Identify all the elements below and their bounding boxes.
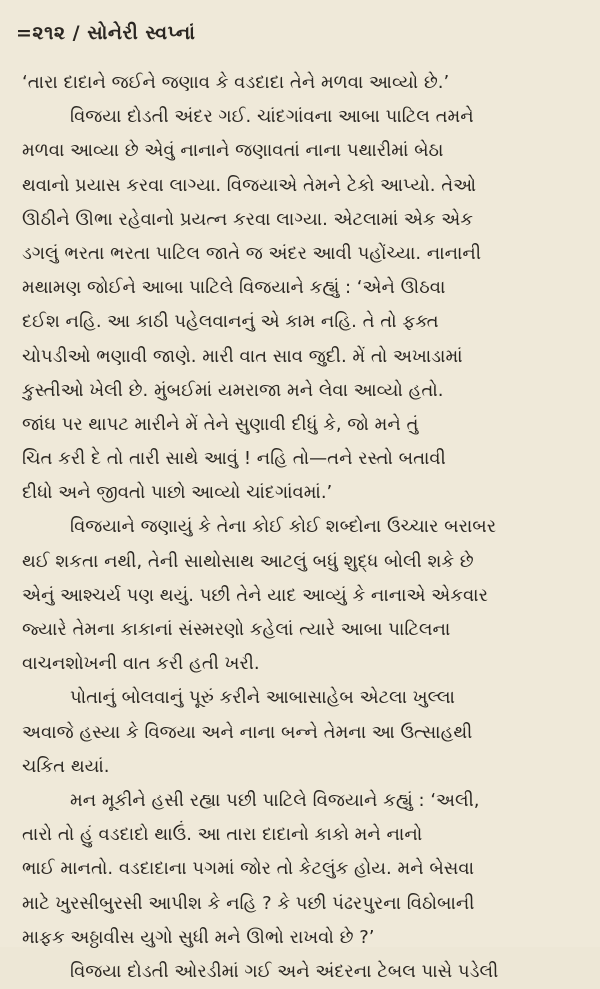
text-line: ચકિત થયાં. [22,755,110,777]
text-line: તારો તો હું વડદાદો થાઉં. આ તારા દાદાનો કાકો મને નાનો [22,824,423,846]
text-line: થવાનો પ્રયાસ કરવા લાગ્યા. વિજયાએ તેમને ટેકો આપ્યો. તેઓ [22,174,477,196]
body-text [22,66,578,989]
text-line: એનું આશ્ચર્ય પણ થયું. પછી તેને યાદ આવ્યું કે નાનાએ એકવાર [22,584,488,606]
text-line: ‘તારા દાદાને જઈને જણાવ કે વડદાદા તેને મળવા આવ્યો છે.’ [22,72,450,93]
text-line: પોતાનું બોલવાનું પૂરું કરીને આબાસાહેબ એટલા ખુલ્લા [70,687,455,709]
text-line: માફક અઠ્ઠાવીસ યુગો સુધી મને ઊભો રાખવો છે ?’ [22,926,375,948]
text-line: અવાજે હસ્યા કે વિજયા અને નાના બન્ને તેમના આ ઉત્સાહથી [22,721,473,743]
text-line: વિજયા દોડતી અંદર ગઈ. ચાંદગાંવના આબા પાટિલ તમને [70,106,474,128]
text-line: મન મૂકીને હસી રહ્યા પછી પાટિલે વિજયાને કહ્યું : ‘અલી, [70,789,480,811]
text-line: મળવા આવ્યા છે એવું નાનાને જણાવતાં નાના પથારીમાં બેઠા [22,140,444,162]
text-line: જ્યારે તેમના કાકાનાં સંસ્મરણો કહેલાં ત્યારે આબા પાટિલના [22,619,451,640]
text-line: ચિત કરી દે તો તારી સાથે આવું ! નહિ તો—તને રસ્તો બતાવી [22,448,446,470]
page-header: =૨૧૨ / સોનેરી સ્વપ્નાં [16,22,196,44]
text-line: મથામણ જોઈને આબા પાટિલે વિજયાને કહ્યું : ‘એને ઊઠવા [22,277,446,299]
text-line: દીધો અને જીવતો પાછો આવ્યો ચાંદગાંવમાં.’ [22,482,333,504]
text-line: કુસ્તીઓ ખેલી છે. મુંબઈમાં યમરાજા મને લેવા આવ્યો હતો. [22,379,444,401]
text-line: ચોપડીઓ ભણાવી જાણે. મારી વાત સાવ જુદી. મેં તો અખાડામાં [22,345,463,367]
text-line: માટે ખુરસીબુરસી આપીશ કે નહિ ? કે પછી પંઢરપુરના વિઠોબાની [22,892,475,914]
text-line: જાંઘ પર થાપટ મારીને મેં તેને સુણાવી દીધું કે, જો મને તું [22,413,419,435]
text-line: ઊઠીને ઊભા રહેવાનો પ્રયત્ન કરવા લાગ્યા. એટલામાં એક એક [22,208,473,230]
text-line: ભાઈ માનતો. વડદાદાના પગમાં જોર તો કેટલુંક હોય. મને બેસવા [22,858,474,880]
text-line: વિજયાને જણાયું કે તેના કોઈ કોઈ શબ્દોના ઉચ્ચાર બરાબર [70,516,497,538]
text-line: ડગલું ભરતા ભરતા પાટિલ જાતે જ અંદર આવી પહોંચ્યા. નાનાની [22,242,481,264]
text-line: વિજયા દોડતી ઓરડીમાં ગઈ અને અંદરના ટેબલ પાસે પડેલી [70,960,499,982]
text-line: વાચનશોખની વાત કરી હતી ખરી. [22,653,260,675]
text-line: દઈશ નહિ. આ કાઠી પહેલવાનનું એ કામ નહિ. તે તો ફક્ત [22,311,439,333]
text-line: થઈ શકતા નથી, તેની સાથોસાથ આટલું બધું શુદ્ધ બોલી શકે છે [22,550,474,572]
